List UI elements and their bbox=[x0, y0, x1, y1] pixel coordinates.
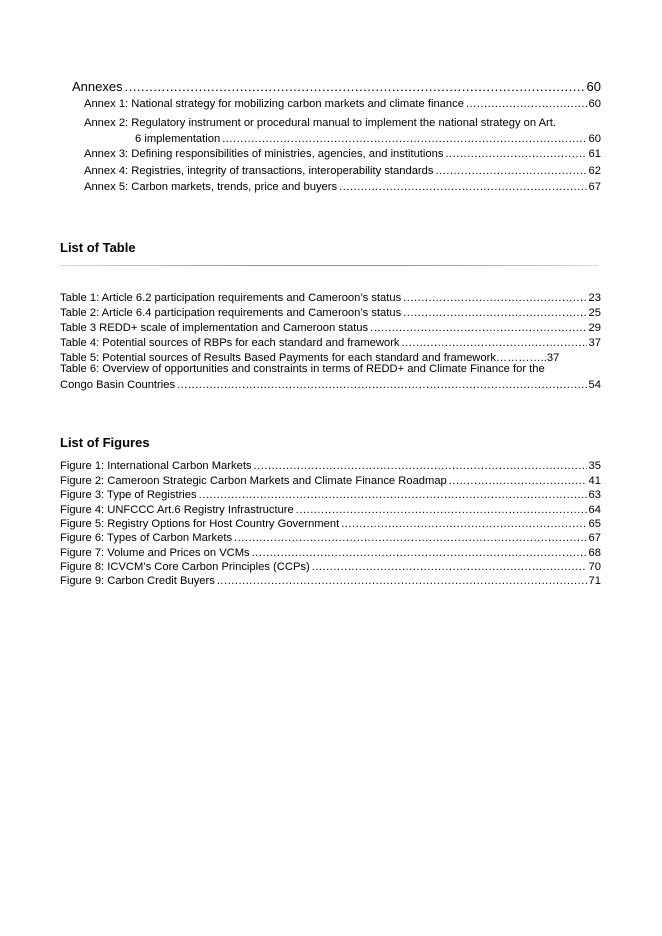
table-entry-label: Table 3 REDD+ scale of implementation and Cameroon status bbox=[60, 322, 369, 334]
figure-entry[interactable] bbox=[60, 532, 601, 544]
figure-entry[interactable] bbox=[60, 561, 601, 573]
toc-entry-label: Annex 3: Defining responsibilities of ministries, agencies, and institutions bbox=[84, 148, 444, 160]
dot-leader bbox=[403, 307, 586, 319]
dot-leader bbox=[341, 518, 586, 530]
dot-leader bbox=[466, 98, 587, 110]
table-entry[interactable] bbox=[60, 322, 601, 334]
figure-entry-page: 64 bbox=[588, 504, 601, 516]
toc-entry-label: Annex 1: National strategy for mobilizing carbon markets and climate finance bbox=[84, 98, 464, 110]
figure-entry-label: Figure 1: International Carbon Markets bbox=[60, 460, 252, 472]
dot-leader bbox=[217, 575, 587, 587]
figure-entry-label: Figure 4: UNFCCC Art.6 Registry Infrastructure bbox=[60, 504, 294, 516]
toc-entry-page: 60 bbox=[588, 98, 601, 110]
dot-leader bbox=[254, 460, 587, 472]
figure-entry-label: Figure 7: Volume and Prices on VCMs bbox=[60, 547, 250, 559]
toc-entry-annex-4[interactable] bbox=[84, 165, 601, 177]
toc-entry-label: Annex 2: Regulatory instrument or procedural manual to implement the national strategy on Art. bbox=[84, 117, 556, 129]
toc-entry-annex-3[interactable] bbox=[84, 148, 601, 160]
figure-entry[interactable] bbox=[60, 475, 601, 487]
dot-leader bbox=[296, 504, 587, 516]
dot-leader bbox=[177, 377, 586, 393]
dot-leader bbox=[435, 165, 586, 177]
figure-entry[interactable] bbox=[60, 575, 601, 587]
dot-leader bbox=[312, 561, 587, 573]
figure-entry-page: 71 bbox=[588, 575, 601, 587]
figure-entry-label: Figure 3: Type of Registries bbox=[60, 489, 197, 501]
dot-leader bbox=[199, 489, 587, 501]
figure-entry-page: 65 bbox=[588, 518, 601, 530]
figure-entry-label: Figure 5: Registry Options for Host Country Government bbox=[60, 518, 340, 530]
list-of-figures-heading: List of Figures bbox=[60, 435, 150, 450]
table-entry[interactable] bbox=[60, 361, 601, 393]
dot-leader bbox=[449, 475, 587, 487]
table-entry-label-continued: Congo Basin Countries bbox=[60, 379, 176, 391]
dot-leader bbox=[403, 292, 586, 304]
toc-entry-label: Annex 4: Registries, integrity of transactions, interoperability standards bbox=[84, 165, 434, 177]
figure-entry[interactable] bbox=[60, 518, 601, 530]
figure-entry-label: Figure 9: Carbon Credit Buyers bbox=[60, 575, 215, 587]
toc-entry-page: 62 bbox=[588, 165, 601, 177]
figure-entry-page: 41 bbox=[588, 475, 601, 487]
table-entry-page: 23 bbox=[588, 292, 601, 304]
dot-leader bbox=[234, 532, 587, 544]
toc-entry-annex-2[interactable] bbox=[84, 115, 601, 147]
figure-entry-label: Figure 6: Types of Carbon Markets bbox=[60, 532, 233, 544]
dot-leader bbox=[222, 131, 586, 147]
table-entry[interactable] bbox=[60, 292, 601, 304]
dot-leader bbox=[252, 547, 587, 559]
dot-leader bbox=[402, 337, 587, 349]
figure-entry-page: 67 bbox=[588, 532, 601, 544]
toc-entry-label: Annexes bbox=[72, 79, 123, 94]
table-entry-label: Table 4: Potential sources of RBPs for each standard and framework bbox=[60, 337, 400, 349]
figure-entry[interactable] bbox=[60, 547, 601, 559]
table-entry[interactable] bbox=[60, 307, 601, 319]
toc-entry-annex-1[interactable] bbox=[84, 98, 601, 110]
table-entry-label: Table 5: Potential sources of Results Based Payments for each standard and framework…………..37 bbox=[60, 352, 560, 364]
figure-entry[interactable] bbox=[60, 489, 601, 501]
table-entry-page: 37 bbox=[588, 337, 601, 349]
dot-leader bbox=[445, 148, 586, 160]
figure-entry[interactable] bbox=[60, 504, 601, 516]
figure-entry[interactable] bbox=[60, 460, 601, 472]
dot-leader bbox=[339, 181, 586, 193]
figure-entry-page: 68 bbox=[588, 547, 601, 559]
table-entry-label: Table 1: Article 6.2 participation requirements and Cameroon’s status bbox=[60, 292, 402, 304]
dot-leader bbox=[370, 322, 586, 334]
table-entry[interactable] bbox=[60, 337, 601, 349]
table-entry-label: Table 2: Article 6.4 participation requirements and Cameroon’s status bbox=[60, 307, 402, 319]
figure-entry-label: Figure 2: Cameroon Strategic Carbon Markets and Climate Finance Roadmap bbox=[60, 475, 447, 487]
figure-entry-label: Figure 8: ICVCM’s Core Carbon Principles (CCPs) bbox=[60, 561, 310, 573]
dot-leader bbox=[125, 79, 585, 94]
toc-entry-annex-5[interactable] bbox=[84, 181, 601, 193]
table-entry-page: 29 bbox=[588, 322, 601, 334]
heading-divider bbox=[60, 265, 598, 266]
toc-entry-label-continued: 6 implementation bbox=[135, 133, 221, 145]
figure-entry-page: 70 bbox=[588, 561, 601, 573]
table-entry-label: Table 6: Overview of opportunities and constraints in terms of REDD+ and Climate Finance for the bbox=[60, 363, 545, 375]
toc-entry-page: 67 bbox=[588, 181, 601, 193]
table-entry-page: 54 bbox=[588, 379, 601, 391]
figure-entry-page: 63 bbox=[588, 489, 601, 501]
toc-entry-page: 60 bbox=[586, 79, 601, 94]
toc-entry-page: 60 bbox=[588, 133, 601, 145]
toc-entry-label: Annex 5: Carbon markets, trends, price and buyers bbox=[84, 181, 338, 193]
figure-entry-page: 35 bbox=[588, 460, 601, 472]
table-entry-page: 25 bbox=[588, 307, 601, 319]
toc-entry-annexes[interactable] bbox=[72, 79, 601, 94]
toc-entry-page: 61 bbox=[588, 148, 601, 160]
list-of-tables-heading: List of Table bbox=[60, 240, 136, 255]
